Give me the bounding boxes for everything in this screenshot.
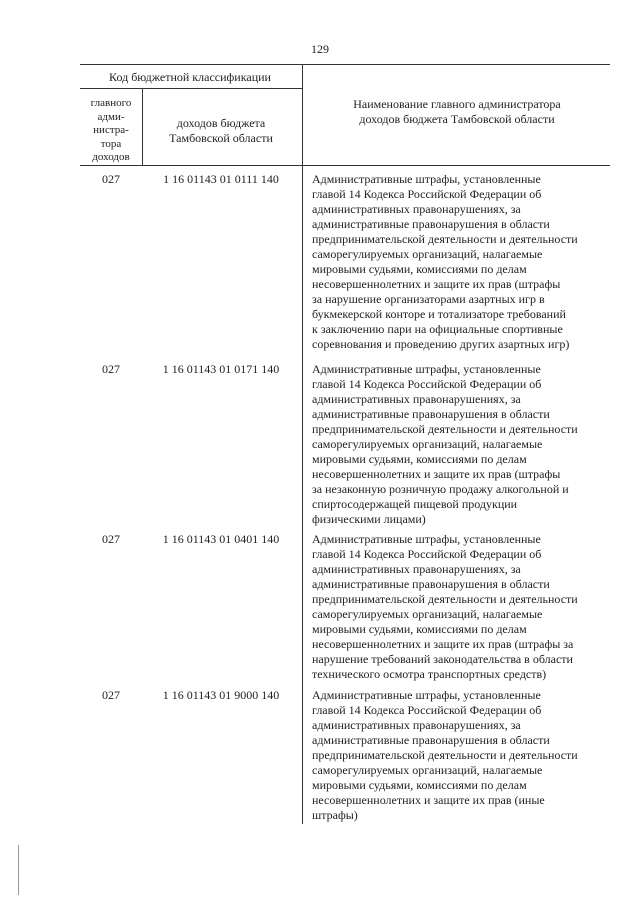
- budget-income-column-header: доходов бюджета Тамбовской области: [169, 116, 273, 145]
- page-number: 129: [311, 42, 329, 56]
- classification-code-header: Код бюджетной классификации: [109, 70, 271, 84]
- header-bottom-border: [80, 165, 610, 166]
- scan-margin-mark: [18, 845, 19, 895]
- administrator-name: Административные штрафы, установленные главой 14 Кодекса Российской Федерации об административных правонарушениях, за административные правонарушения в области предпринимательской деятельности и деятельности саморегулируемых организаций, налагаемые мировыми судьями, комиссиями по делам несовершеннолетних и защите их прав (штрафы за нарушение организаторами азартных игр в букмекерской конторе и тотализаторе требований к заключению пари на официальные спортивные соревнования и проведению других азартных игр): [312, 172, 578, 351]
- budget-code: 1 16 01143 01 0111 140: [163, 172, 279, 186]
- administrator-name: Административные штрафы, установленные главой 14 Кодекса Российской Федерации об административных правонарушениях, за административные правонарушения в области предпринимательской деятельности и деятельности саморегулируемых организаций, налагаемые мировыми судьями, комиссиями по делам несовершеннолетних и защите их прав (штрафы за нарушение требований законодательства в области технического осмотра транспортных средств): [312, 532, 578, 681]
- administrator-name: Административные штрафы, установленные главой 14 Кодекса Российской Федерации об административных правонарушениях, за административные правонарушения в области предпринимательской деятельности и деятельности саморегулируемых организаций, налагаемые мировыми судьями, комиссиями по делам несовершеннолетних и защите их прав (иные штрафы): [312, 688, 578, 822]
- admin-code: 027: [102, 362, 120, 376]
- admin-code: 027: [102, 532, 120, 546]
- classification-header-underline: [80, 88, 302, 89]
- admin-code: 027: [102, 688, 120, 702]
- administrator-name: Административные штрафы, установленные главой 14 Кодекса Российской Федерации об административных правонарушениях, за административные правонарушения в области предпринимательской деятельности и деятельности саморегулируемых организаций, налагаемые мировыми судьями, комиссиями по делам несовершеннолетних и защите их прав (штрафы за незаконную розничную продажу алкогольной и спиртосодержащей пищевой продукции физическими лицами): [312, 362, 578, 526]
- admin-code: 027: [102, 172, 120, 186]
- name-column-divider: [302, 64, 303, 824]
- budget-code: 1 16 01143 01 0401 140: [162, 532, 280, 546]
- table-top-border: [80, 64, 610, 65]
- administrator-name-column-header: Наименование главного администратора доходов бюджета Тамбовской области: [353, 97, 561, 126]
- admin-column-header: главного адми- нистра- тора доходов: [90, 97, 132, 163]
- budget-code: 1 16 01143 01 9000 140: [162, 688, 280, 702]
- budget-code: 1 16 01143 01 0171 140: [162, 362, 280, 376]
- budget-classification-table: [80, 64, 610, 824]
